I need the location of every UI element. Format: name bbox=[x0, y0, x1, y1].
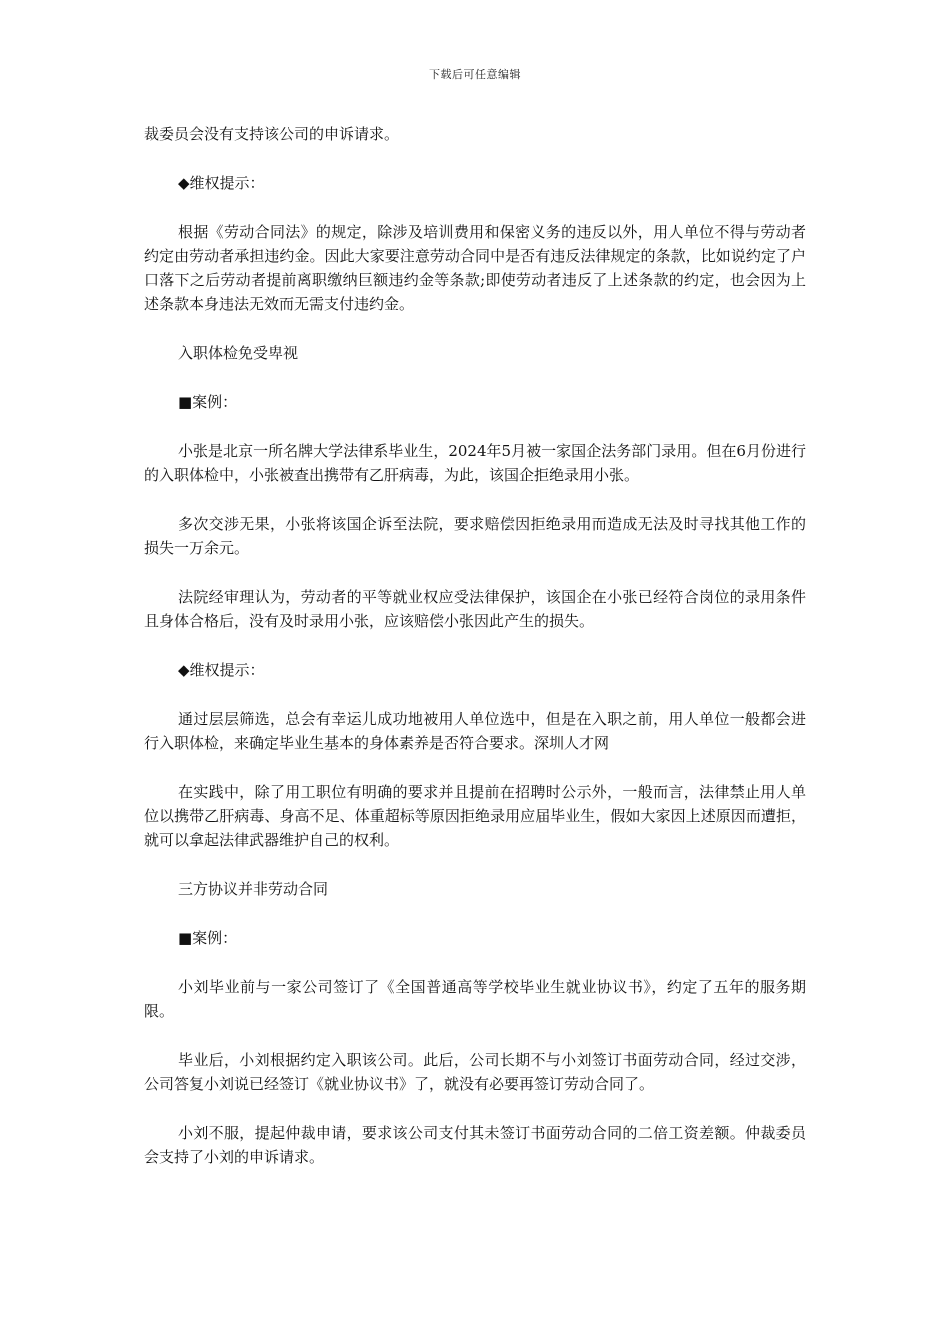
paragraph: 根据《劳动合同法》的规定，除涉及培训费用和保密义务的违反以外，用人单位不得与劳动者约定由劳动者承担违约金。因此大家要注意劳动合同中是否有违反法律规定的条款，比如说约定了户口落下之后劳动者提前离职缴纳巨额违约金等条款;即使劳动者违反了上述条款的约定，也会因为上述条款本身违法无效而无需支付违约金。 bbox=[144, 223, 806, 313]
case-heading: ■案例： bbox=[178, 393, 238, 411]
section-title: 入职体检免受卑视 bbox=[178, 344, 299, 362]
case-heading: ■案例： bbox=[178, 929, 238, 947]
rights-tip-heading: ◆维权提示： bbox=[178, 661, 265, 679]
paragraph-continuation: 裁委员会没有支持该公司的申诉请求。 bbox=[144, 125, 400, 143]
paragraph: 多次交涉无果，小张将该国企诉至法院，要求赔偿因拒绝录用而造成无法及时寻找其他工作的损失一万余元。 bbox=[144, 515, 806, 557]
paragraph: 通过层层筛选，总会有幸运儿成功地被用人单位选中，但是在入职之前，用人单位一般都会进行入职体检，来确定毕业生基本的身体素养是否符合要求。深圳人才网 bbox=[144, 710, 806, 752]
paragraph: 在实践中，除了用工职位有明确的要求并且提前在招聘时公示外，一般而言，法律禁止用人单位以携带乙肝病毒、身高不足、体重超标等原因拒绝录用应届毕业生，假如大家因上述原因而遭拒，就可以拿起法律武器维护自己的权利。 bbox=[144, 783, 806, 849]
document-body bbox=[144, 122, 806, 1194]
paragraph: 小张是北京一所名牌大学法律系毕业生，2024年5月被一家国企法务部门录用。但在6月份进行的入职体检中，小张被查出携带有乙肝病毒，为此，该国企拒绝录用小张。 bbox=[144, 442, 806, 484]
section-title: 三方协议并非劳动合同 bbox=[178, 880, 329, 898]
paragraph: 法院经审理认为，劳动者的平等就业权应受法律保护，该国企在小张已经符合岗位的录用条件且身体合格后，没有及时录用小张，应该赔偿小张因此产生的损失。 bbox=[144, 588, 806, 630]
paragraph: 毕业后，小刘根据约定入职该公司。此后，公司长期不与小刘签订书面劳动合同，经过交涉，公司答复小刘说已经签订《就业协议书》了，就没有必要再签订劳动合同了。 bbox=[144, 1051, 806, 1093]
paragraph: 小刘不服，提起仲裁申请，要求该公司支付其未签订书面劳动合同的二倍工资差额。仲裁委员会支持了小刘的申诉请求。 bbox=[144, 1124, 806, 1166]
paragraph: 小刘毕业前与一家公司签订了《全国普通高等学校毕业生就业协议书》，约定了五年的服务期限。 bbox=[144, 978, 806, 1020]
page-header: 下载后可任意编辑 bbox=[429, 68, 521, 81]
rights-tip-heading: ◆维权提示： bbox=[178, 174, 265, 192]
